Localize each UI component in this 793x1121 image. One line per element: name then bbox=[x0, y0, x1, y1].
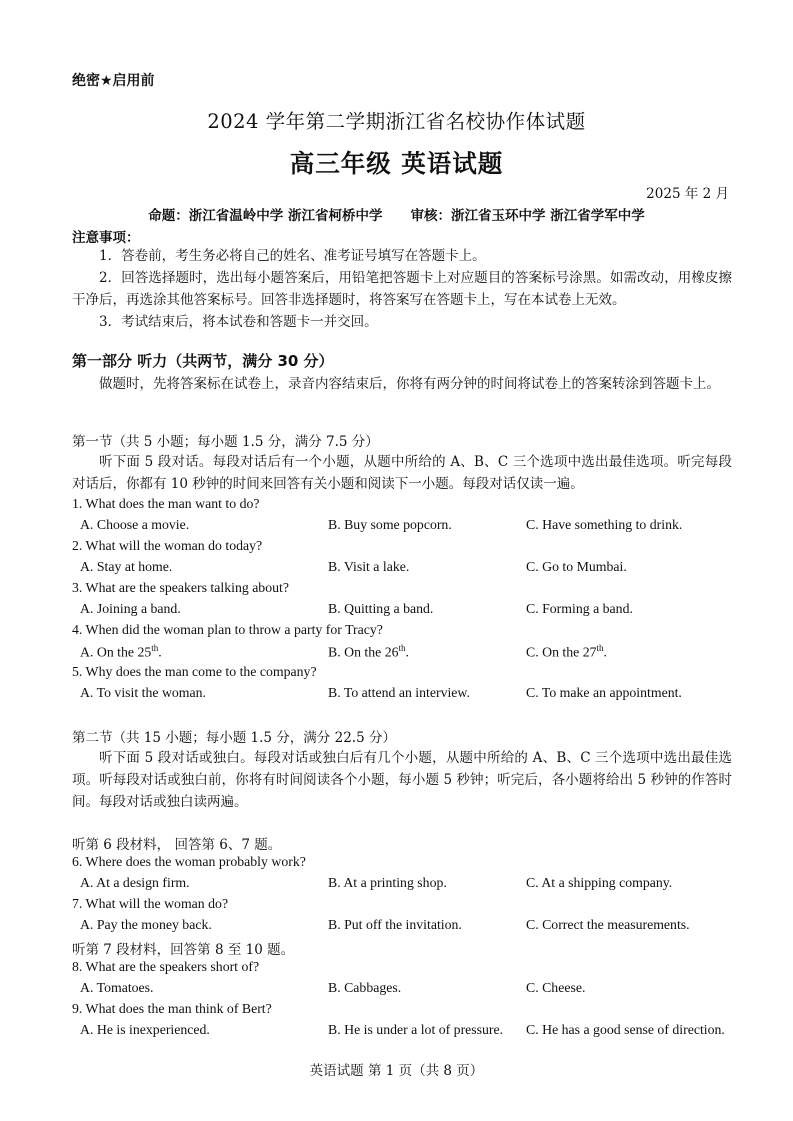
q2-option-a: A. Stay at home. bbox=[80, 559, 173, 574]
q1-option-c: C. Have something to drink. bbox=[526, 517, 683, 532]
exam-date: 2025 年 2 月 bbox=[646, 186, 729, 202]
q9-option-b: B. He is under a lot of pressure. bbox=[328, 1022, 504, 1037]
question-6: 6. Where does the woman probably work? bbox=[72, 854, 306, 869]
q7-option-b: B. Put off the invitation. bbox=[328, 917, 462, 932]
section2-heading: 第二节（共 15 小题；每小题 1.5 分，满分 22.5 分） bbox=[72, 730, 396, 746]
q5-option-a: A. To visit the woman. bbox=[80, 685, 207, 700]
reviewers: 审核：浙江省玉环中学 浙江省学军中学 bbox=[410, 208, 645, 224]
exam-title: 2024 学年第二学期浙江省名校协作体试题 bbox=[207, 110, 586, 133]
q2-option-b: B. Visit a lake. bbox=[328, 559, 410, 574]
section1-instruction: 听下面 5 段对话。每段对话后有一个小题，从题中所给的 A、B、C 三个选项中选出最佳选项。听完每段对话后，你都有 10 秒钟的时间来回答有关小题和阅读下一小题。每段对话仅读一遍。 bbox=[72, 454, 732, 492]
q7-option-a: A. Pay the money back. bbox=[80, 917, 212, 932]
q4-option-c: C. On the 27th. bbox=[526, 643, 607, 660]
q3-option-b: B. Quitting a band. bbox=[328, 601, 434, 616]
q8-option-c: C. Cheese. bbox=[526, 980, 586, 995]
q3-option-a: A. Joining a band. bbox=[80, 601, 181, 616]
section1-heading: 第一节（共 5 小题；每小题 1.5 分，满分 7.5 分） bbox=[72, 434, 379, 450]
question-9: 9. What does the man think of Bert? bbox=[72, 1001, 272, 1016]
q6-option-a: A. At a design firm. bbox=[80, 875, 190, 890]
question-2: 2. What will the woman do today? bbox=[72, 538, 263, 553]
question-4: 4. When did the woman plan to throw a party for Tracy? bbox=[72, 622, 383, 637]
page-footer: 英语试题 第 1 页（共 8 页） bbox=[309, 1063, 484, 1079]
q5-option-b: B. To attend an interview. bbox=[328, 685, 470, 700]
q6-option-b: B. At a printing shop. bbox=[328, 875, 447, 890]
q4-option-a: A. On the 25th. bbox=[80, 643, 162, 660]
q8-option-a: A. Tomatoes. bbox=[80, 980, 154, 995]
q9-option-c: C. He has a good sense of direction. bbox=[526, 1022, 725, 1037]
part1-instruction: 做题时，先将答案标在试卷上，录音内容结束后，你将有两分钟的时间将试卷上的答案转涂到答题卡上。 bbox=[99, 376, 720, 392]
q7-option-c: C. Correct the measurements. bbox=[526, 917, 690, 932]
q1-option-a: A. Choose a movie. bbox=[80, 517, 190, 532]
question-7: 7. What will the woman do? bbox=[72, 896, 229, 911]
proposers: 命题：浙江省温岭中学 浙江省柯桥中学 bbox=[148, 208, 383, 224]
q9-option-a: A. He is inexperienced. bbox=[80, 1022, 210, 1037]
notice-heading: 注意事项： bbox=[72, 230, 140, 246]
section2-instruction: 听下面 5 段对话或独白。每段对话或独白后有几个小题，从题中所给的 A、B、C 三个选项中选出最佳选项。听每段对话或独白前，你将有时间阅读各个小题，每小题 5 秒钟；听完后，各小题将给出 5 秒钟的作答时间。每段对话或独白读两遍。 bbox=[72, 750, 732, 810]
question-8: 8. What are the speakers short of? bbox=[72, 959, 260, 974]
notice-item-1: 1．答卷前，考生务必将自己的姓名、准考证号填写在答题卡上。 bbox=[99, 248, 486, 264]
question-3: 3. What are the speakers talking about? bbox=[72, 580, 289, 595]
material-6-heading: 听第 6 段材料， 回答第 6、7 题。 bbox=[72, 837, 282, 853]
q3-option-c: C. Forming a band. bbox=[526, 601, 633, 616]
notice-item-3: 3．考试结束后，将本试卷和答题卡一并交回。 bbox=[99, 314, 378, 330]
part1-heading: 第一部分 听力（共两节，满分 30 分） bbox=[72, 352, 334, 370]
notice-item-2: 2．回答选择题时，选出每小题答案后，用铅笔把答题卡上对应题目的答案标号涂黑。如需改动，用橡皮擦干净后，再选涂其他答案标号。回答非选择题时，将答案写在答题卡上，写在本试卷上无效。 bbox=[72, 270, 732, 308]
authors-line bbox=[0, 204, 793, 224]
q6-option-c: C. At a shipping company. bbox=[526, 875, 673, 890]
q2-option-c: C. Go to Mumbai. bbox=[526, 559, 627, 574]
confidential-label: 绝密★启用前 bbox=[72, 73, 155, 89]
q5-option-c: C. To make an appointment. bbox=[526, 685, 682, 700]
exam-subtitle: 高三年级 英语试题 bbox=[289, 149, 504, 178]
material-7-heading: 听第 7 段材料，回答第 8 至 10 题。 bbox=[72, 942, 295, 958]
q8-option-b: B. Cabbages. bbox=[328, 980, 402, 995]
question-1: 1. What does the man want to do? bbox=[72, 496, 260, 511]
question-5: 5. Why does the man come to the company? bbox=[72, 664, 317, 679]
q1-option-b: B. Buy some popcorn. bbox=[328, 517, 452, 532]
q4-option-b: B. On the 26th. bbox=[328, 643, 409, 660]
